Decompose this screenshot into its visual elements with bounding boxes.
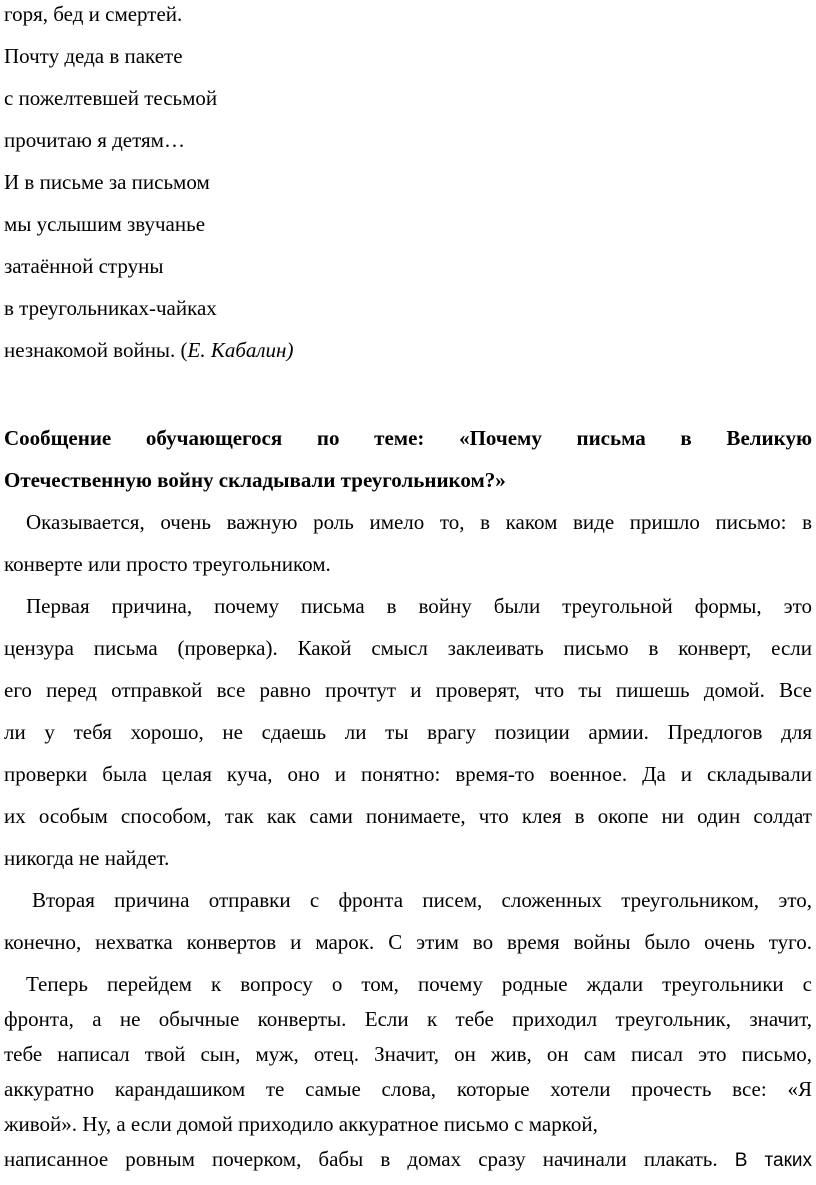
paragraph-line: их особым способом, так как сами понимаете, что клея в окопе ни один солдат [4, 806, 812, 828]
paragraph-line: фронта, а не обычные конверты. Если к тебе приходил треугольник, значит, [4, 1009, 812, 1031]
paragraph-line: тебе написал твой сын, муж, отец. Значит, он жив, он сам писал это письмо, [4, 1044, 812, 1066]
poem-line: прочитаю я детям… [4, 128, 185, 152]
poem-line: в треугольниках-чайках [4, 296, 217, 320]
paragraph-line: проверки была целая куча, оно и понятно: время-то военное. Да и складывали [4, 764, 812, 786]
paragraph-line: Оказывается, очень важную роль имело то, в каком виде пришло письмо: в [26, 512, 812, 534]
poem-author: Е. Кабалин) [187, 338, 294, 362]
paragraph-line: Вторая причина отправки с фронта писем, сложенных треугольником, это, [32, 890, 812, 912]
heading-line: Отечественную войну складывали треугольником?» [4, 468, 506, 492]
paragraph-line: Первая причина, почему письма в войну были треугольной формы, это [26, 596, 812, 618]
poem-line: горя, бед и смертей. [4, 2, 183, 26]
poem-line-text: незнакомой войны. ( [4, 338, 188, 362]
paragraph-line: ли у тебя хорошо, не сдаешь ли ты врагу позиции армии. Предлогов для [4, 722, 812, 744]
paragraph-line: конверте или просто треугольником. [4, 554, 331, 576]
paragraph-last-line [4, 1149, 812, 1173]
paragraph-line: его перед отправкой все равно прочтут и проверят, что ты пишешь домой. Все [4, 680, 812, 702]
paragraph-line-text: написанное ровным почерком, бабы в домах сразу начинали плакать. [4, 1149, 718, 1171]
poem-line: с пожелтевшей тесьмой [4, 86, 218, 110]
poem-line: мы услышим звучанье [4, 212, 206, 236]
heading-line: Сообщение обучающегося по теме: «Почему письма в Великую [4, 426, 812, 450]
paragraph-line: живой». Ну, а если домой приходило аккуратное письмо с маркой, [4, 1114, 598, 1136]
paragraph-line: конечно, нехватка конвертов и марок. С этим во время войны было очень туго. [4, 932, 812, 954]
paragraph-line: никогда не найдет. [4, 848, 170, 870]
poem-line: И в письме за письмом [4, 170, 210, 194]
poem-line: Почту деда в пакете [4, 44, 183, 68]
paragraph-tail-text: В таких [717, 1150, 812, 1171]
poem-last-line [4, 340, 293, 361]
paragraph-line: цензура письма (проверка). Какой смысл заклеивать письмо в конверт, если [4, 638, 812, 660]
paragraph-line: Теперь перейдем к вопросу о том, почему родные ждали треугольники с [26, 974, 812, 996]
poem-line: затаённой струны [4, 254, 164, 278]
paragraph-line: аккуратно карандашиком те самые слова, которые хотели прочесть все: «Я [4, 1079, 812, 1101]
